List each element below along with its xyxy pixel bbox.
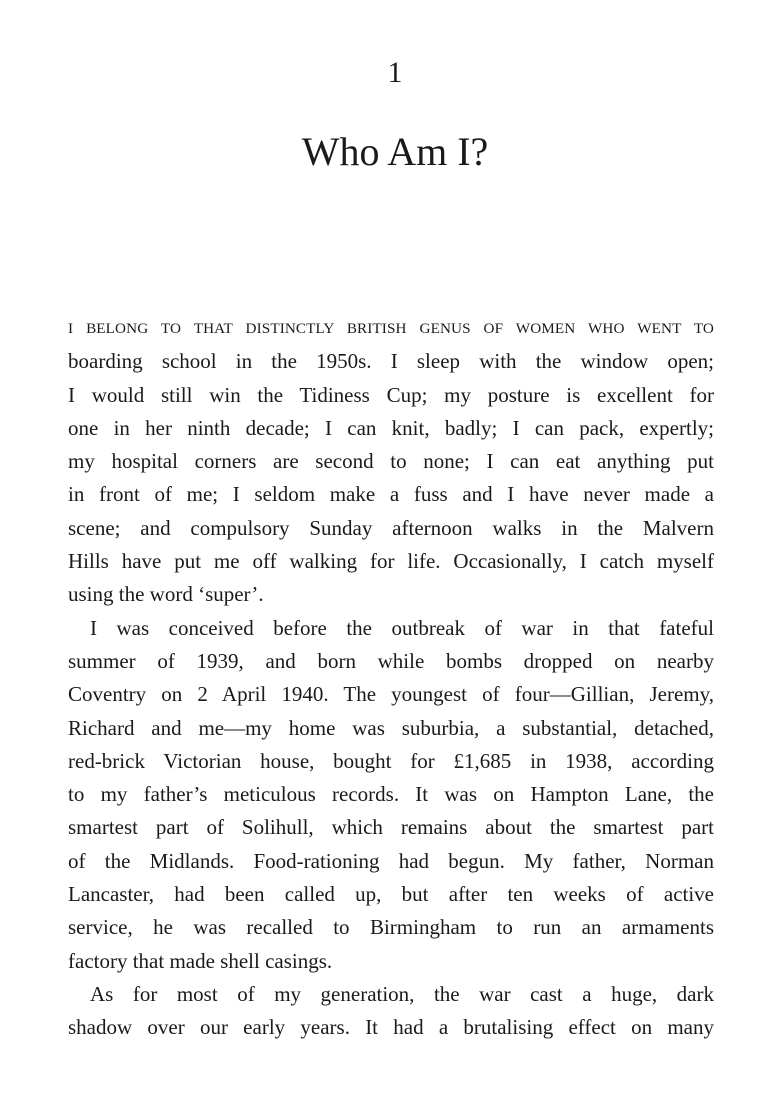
chapter-title: Who Am I? [301, 129, 489, 174]
text-line: Hills have put me off walking for life. Occasionally, I catch myself [68, 549, 714, 574]
text-line: Lancaster, had been called up, but after ten weeks of active [68, 882, 714, 907]
text-line: As for most of my generation, the war cast a huge, dark [90, 981, 714, 1006]
text-line: factory that made shell casings. [68, 948, 333, 973]
text-line: smartest part of Solihull, which remains about the smartest part [68, 815, 714, 840]
text-line: using the word ‘super’. [68, 582, 264, 607]
text-line: Richard and me—my home was suburbia, a substantial, detached, [68, 715, 714, 740]
text-line: of the Midlands. Food-rationing had begun. My father, Norman [68, 848, 714, 873]
chapter-number: 1 [387, 56, 403, 89]
text-line: to my father’s meticulous records. It was on Hampton Lane, the [68, 782, 714, 807]
text-line: summer of 1939, and born while bombs dropped on nearby [68, 648, 714, 673]
text-line: service, he was recalled to Birmingham to run an armaments [68, 915, 714, 940]
text-line: I would still win the Tidiness Cup; my posture is excellent for [68, 382, 714, 407]
opening-line: I BELONG TO THAT DISTINCTLY BRITISH GENUS OF WOMEN WHO WENT TO [68, 320, 714, 337]
text-line: boarding school in the 1950s. I sleep with the window open; [68, 349, 714, 374]
text-line: one in her ninth decade; I can knit, badly; I can pack, expertly; [68, 415, 714, 440]
text-line: Coventry on 2 April 1940. The youngest of four—Gillian, Jeremy, [68, 682, 714, 707]
text-line: red-brick Victorian house, bought for £1,685 in 1938, according [68, 748, 714, 773]
text-line: in front of me; I seldom make a fuss and I have never made a [68, 482, 714, 507]
body-text [68, 312, 714, 1045]
text-line: my hospital corners are second to none; I can eat anything put [68, 449, 714, 474]
text-line: scene; and compulsory Sunday afternoon walks in the Malvern [68, 515, 714, 540]
text-line: shadow over our early years. It had a brutalising effect on many [68, 1015, 714, 1040]
text-line: I was conceived before the outbreak of war in that fateful [90, 615, 714, 640]
